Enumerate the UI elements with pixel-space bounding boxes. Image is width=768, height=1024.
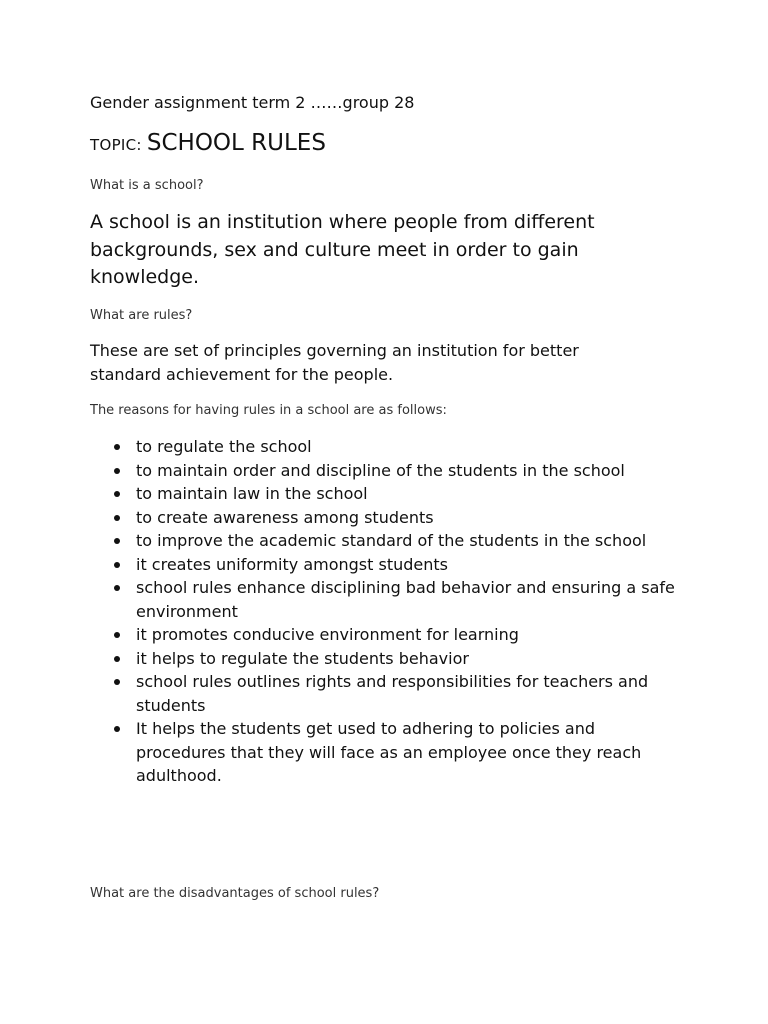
list-item-text: school rules enhance disciplining bad behavior and ensuring a safe environment <box>136 578 675 621</box>
list-item-text: It helps the students get used to adhering to policies and procedures that they will face as an employee once they reach adulthood. <box>136 719 642 785</box>
answer-what-are-rules: These are set of principles governing an institution for better standard achievement for the people. <box>90 341 579 384</box>
question-what-is-school: What is a school? <box>90 178 204 193</box>
list-item <box>90 435 681 459</box>
bullet-icon <box>114 585 120 591</box>
bullet-icon <box>114 515 120 521</box>
list-item <box>90 670 681 717</box>
list-item-text: to improve the academic standard of the students in the school <box>136 531 647 550</box>
list-item-text: it promotes conducive environment for learning <box>136 625 519 644</box>
bullet-icon <box>114 562 120 568</box>
list-item-text: to create awareness among students <box>136 507 434 527</box>
list-item <box>90 459 696 483</box>
list-item-text: to maintain order and discipline of the students in the school <box>136 460 625 480</box>
topic-heading <box>90 130 326 162</box>
list-item <box>90 576 681 623</box>
topic-title: SCHOOL RULES <box>146 130 326 156</box>
list-item <box>90 506 681 530</box>
list-item-text: to regulate the school <box>136 437 312 456</box>
list-item-text: school rules outlines rights and responsibilities for teachers and students <box>136 672 649 715</box>
assignment-header: Gender assignment term 2 ……group 28 <box>90 93 415 112</box>
question-what-are-rules: What are rules? <box>90 308 193 323</box>
bullet-icon <box>114 444 120 450</box>
list-item <box>90 529 681 553</box>
bullet-icon <box>114 679 120 685</box>
list-item <box>90 482 681 506</box>
bullet-icon <box>114 468 120 474</box>
list-item <box>90 717 681 788</box>
list-item-text: to maintain law in the school <box>136 484 368 503</box>
list-item <box>90 623 681 647</box>
bullet-icon <box>114 656 120 662</box>
bullet-icon <box>114 538 120 544</box>
topic-label: TOPIC: <box>90 136 142 154</box>
reasons-intro: The reasons for having rules in a school are as follows: <box>90 403 447 418</box>
bullet-icon <box>114 632 120 638</box>
question-disadvantages: What are the disadvantages of school rules? <box>90 886 380 901</box>
answer-what-is-school: A school is an institution where people from different backgrounds, sex and culture meet in order to gain knowledge. <box>90 211 595 288</box>
bullet-icon <box>114 726 120 732</box>
reasons-list <box>90 435 690 788</box>
list-item-text: it creates uniformity amongst students <box>136 554 448 574</box>
list-item <box>90 553 681 577</box>
list-item-text: it helps to regulate the students behavior <box>136 648 469 668</box>
bullet-icon <box>114 491 120 497</box>
list-item <box>90 647 681 671</box>
